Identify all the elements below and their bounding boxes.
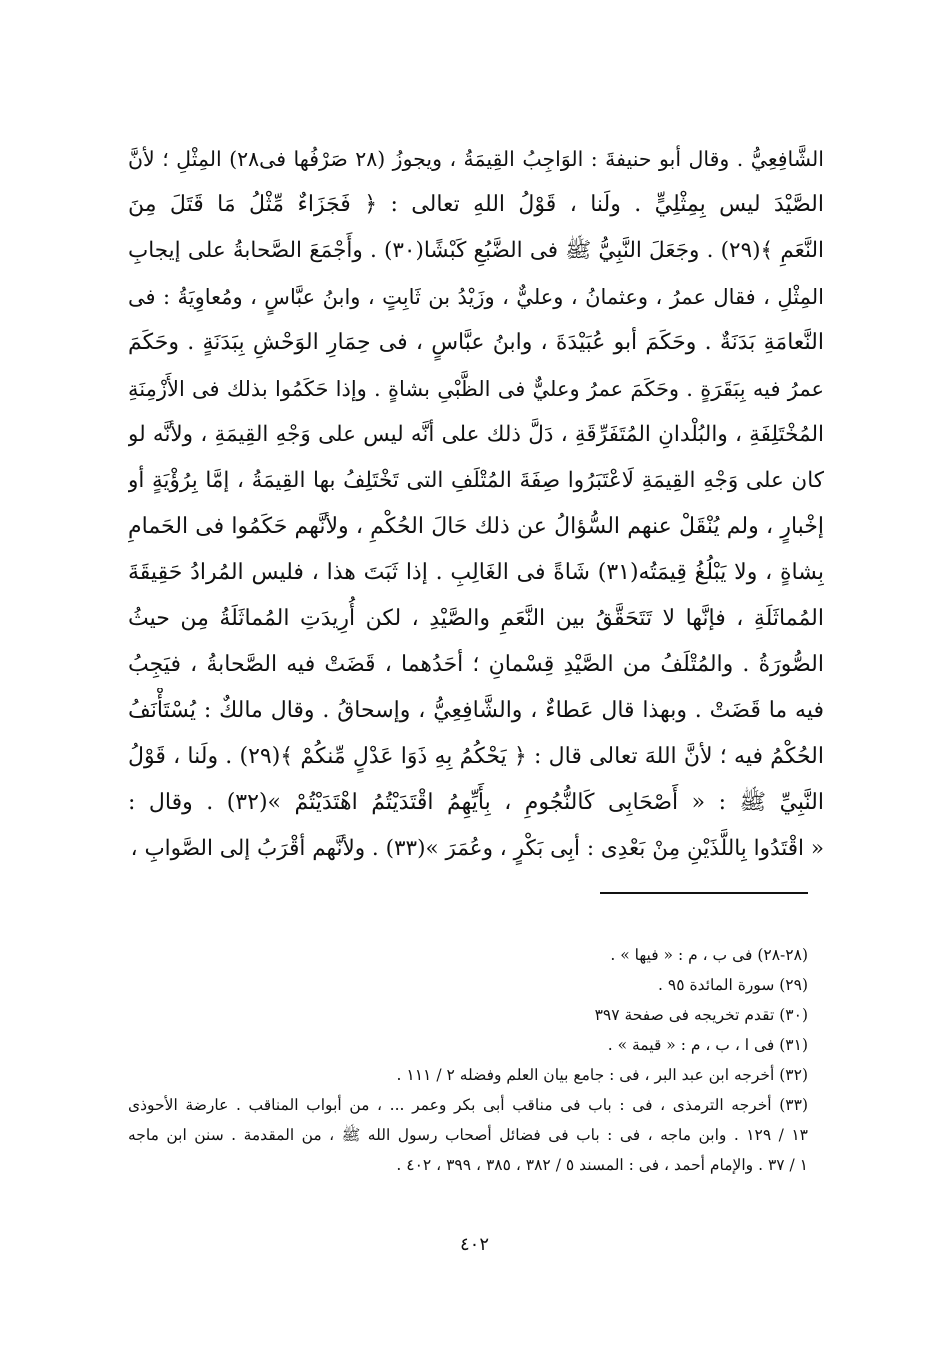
footnote-separator	[600, 892, 808, 894]
text-line: بِشاةٍ ، ولا يَبْلُغُ قِيمَتُه(٣١) شَاةً فى الغَالِبِ . إذا ثَبَتَ هذا ، فليس المُرادُ حَقِيقَةَ	[128, 560, 824, 585]
text-line: المُماثَلَةِ ، فإنَّها لا تَتَحَقَّقُ بين النَّعَمِ والصَّيْدِ ، لكن أُرِيدَتِ المُماثَلَةُ مِن حيثُ	[128, 606, 824, 631]
footnote-line: (٢٩) سورة المائدة ٩٥ .	[658, 976, 808, 994]
text-line: النَّبِيِّ ﷺ : « أَصْحَابِى كَالنُّجُومِ ، بِأَيِّهِمُ اقْتَدَيْتُمُ اهْتَدَيْتُمْ »(٣٢) . وقال :	[128, 790, 824, 815]
footnote-line: ١٣ / ١٢٩ . وابن ماجه ، فى : باب فى فضائل أصحاب رسول الله ﷺ ، من المقدمة . سنن ابن ماجه	[128, 1126, 808, 1144]
text-line: فيه ما قَضَتْ . وبهذا قال عَطاءٌ ، والشَّافِعِيُّ ، وإسحاقُ . وقال مالكٌ : يُسْتَأْنَفُ	[128, 698, 824, 723]
footnote-line: (٢٨-٢٨) فى ب ، م : « فيها » .	[610, 946, 808, 964]
text-line: المِثْلِ ، فقال عمرُ ، وعثمانُ ، وعليٌّ ، وزَيْدُ بن ثَابِتٍ ، وابنُ عبَّاسٍ ، ومُعاوِيَةُ : فى	[128, 285, 824, 309]
footnote-line: (٣٢) أخرجه ابن عبد البر ، فى : جامع بيان العلم وفضله ٢ / ١١١ .	[396, 1066, 808, 1084]
footnote-line: (٣٣) أخرجه الترمذى ، فى : باب فى مناقب أبى بكر وعمر ... ، من أبواب المناقب . عارضة الأحوذى	[128, 1096, 808, 1114]
text-line: عمرُ فيه بِبَقَرَةٍ . وحَكَمَ عمرُ وعليٌّ فى الظَّبْىِ بشاةٍ . وإذا حَكَمُوا بذلك فى الأَزْمِنَةِ	[128, 377, 824, 401]
footnote-line: (٣١) فى ا ، ب ، م : « قيمة » .	[607, 1036, 808, 1054]
text-line: النَّعامَةِ بَدَنَةٌ . وحَكَمَ أبو عُبَيْدَةَ ، وابنُ عبَّاسٍ ، فى حِمَارِ الوَحْشِ بِبَدَنَةٍ . وحَكَمَ	[128, 330, 824, 355]
footnote-line: ١ / ٣٧ . والإمام أحمد ، فى : المسند ٥ / ٣٨٢ ، ٣٨٥ ، ٣٩٩ ، ٤٠٢ .	[396, 1156, 808, 1174]
text-line: الحُكْمُ فيه ؛ لأنَّ اللهَ تعالى قال : ﴿ يَحْكُمُ بِهِ ذَوَا عَدْلٍ مِّنكُمْ ﴾(٢٩) . ولَنا ، قَوْلُ	[128, 744, 824, 769]
text-line: الشَّافِعِيُّ . وقال أبو حنيفةَ : الوَاجِبُ القِيمَةُ ، ويجوزُ (٢٨ صَرْفُها فى٢٨) المِثْلِ ؛ لأنَّ	[128, 147, 824, 171]
page-number: ٤٠٢	[459, 1234, 489, 1255]
text-line: النَّعَمِ ﴾(٢٩) . وجَعَلَ النَّبِيُّ ﷺ فى الضَّبُعِ كَبْشًا(٣٠) . وأَجْمَعَ الصَّحابةُ على إيجابِ	[128, 238, 824, 263]
footnote-line: (٣٠) تقدم تخريجه فى صفحة ٣٩٧	[594, 1006, 808, 1024]
text-line: كان على وَجْهِ القِيمَةِ لَاعْتَبَرُوا صِفَةَ المُتْلَفِ التى تَخْتَلِفُ بها القِيمَةُ ، إمَّا بِرُؤْيَةٍ أو	[128, 468, 824, 493]
text-line: المُخْتَلِفَةِ ، والبُلْدانِ المُتَفَرِّقَةِ ، دَلَّ ذلك على أنَّه ليس على وَجْهِ القِيمَةِ ، ولأنَّه لو	[128, 422, 824, 447]
footnotes	[128, 940, 808, 1180]
text-line: « اقْتَدُوا بِاللَّذَيْنِ مِنْ بَعْدِى : أبِى بَكْرٍ ، وعُمَرَ »(٣٣) . ولأنَّهم أقْرَبُ إلى الصَّوابِ ،	[130, 836, 824, 861]
main-text	[128, 136, 824, 872]
text-line: الصُّورَةُ . والمُتْلَفُ من الصَّيْدِ قِسْمانِ ؛ أحَدُهما ، قَضَتْ فيه الصَّحابةُ ، فيَجِبُ	[128, 652, 824, 677]
text-line: إخْبارٍ ، ولم يُنْقَلْ عنهم السُّؤالُ عن ذلك حَالَ الحُكْمِ ، ولأنَّهم حَكَمُوا فى الحَمامِ	[128, 514, 824, 539]
text-line: الصَّيْدَ ليس بِمِثْلِيٍّ . ولَنا ، قَوْلُ اللهِ تعالى : ﴿ فَجَزَاءٌ مِّثْلُ مَا قَتَلَ مِنَ	[128, 192, 824, 217]
